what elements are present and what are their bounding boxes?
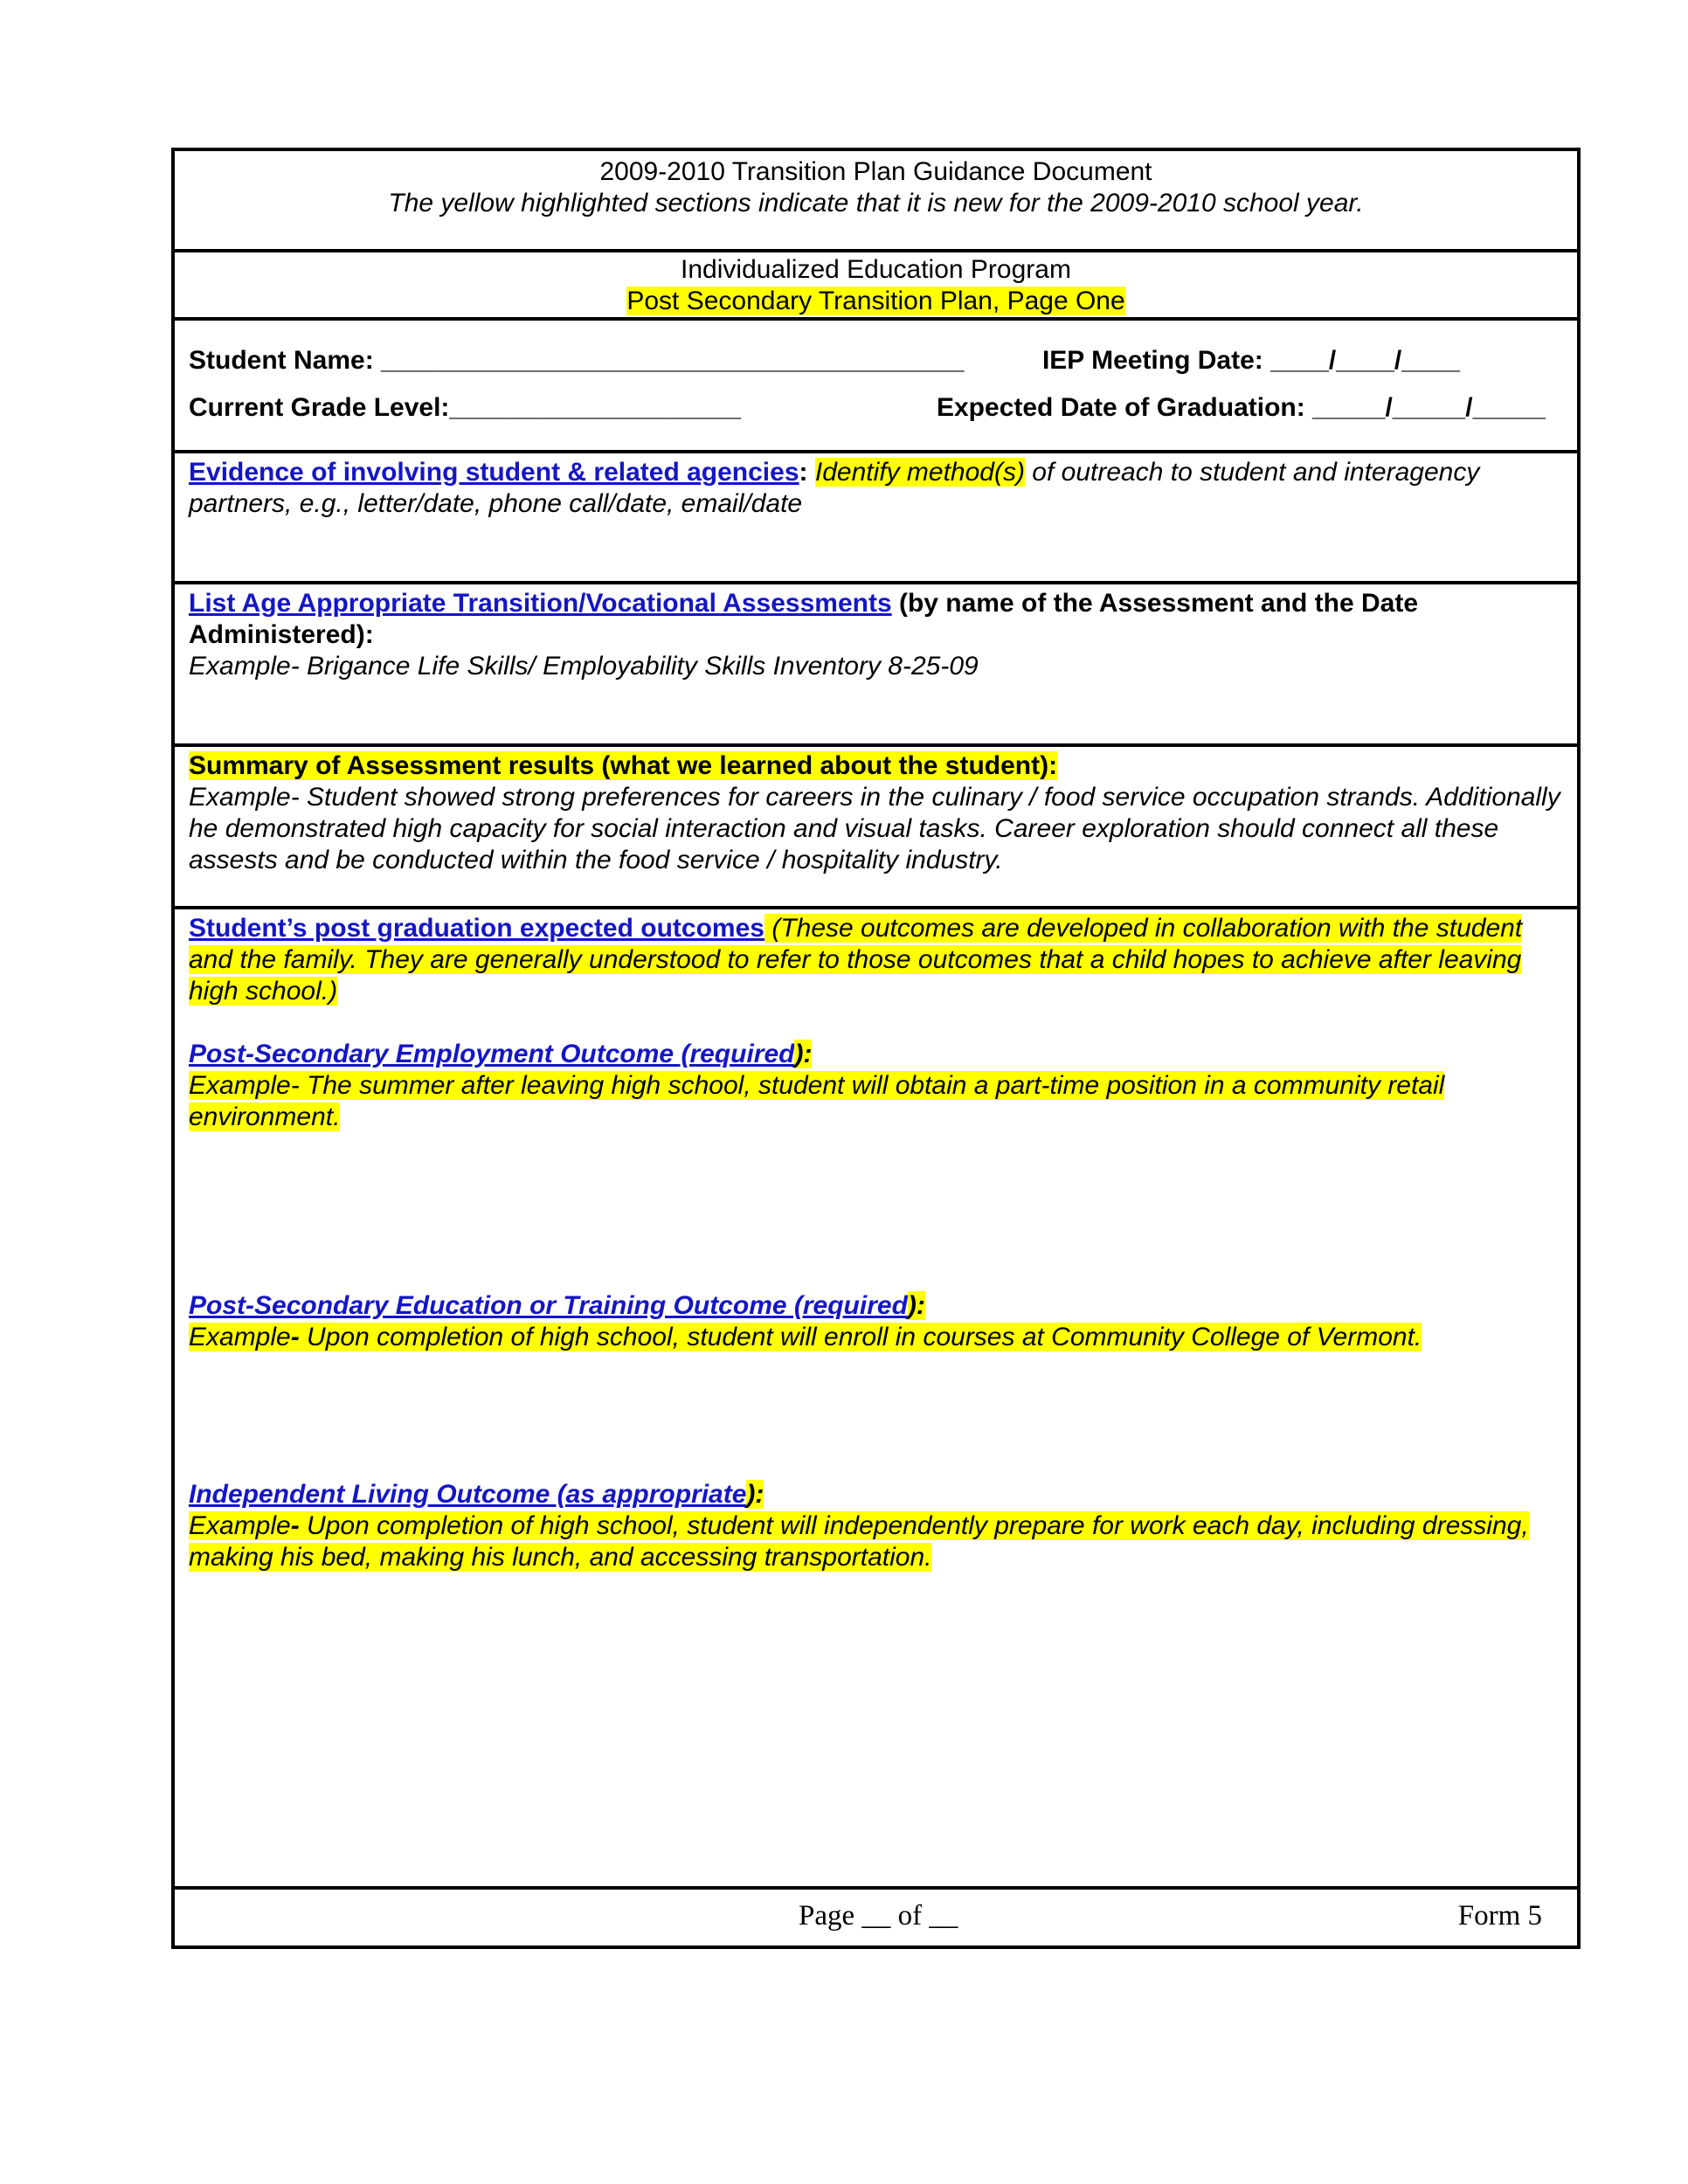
employment-outcome-example: Example- The summer after leaving high school, student will obtain a part-time position in a community retail environment.	[189, 1071, 1445, 1131]
evidence-link[interactable]: Evidence of involving student & related agencies	[189, 458, 799, 487]
student-info-section	[175, 321, 1577, 453]
education-outcome-example: Example- Upon completion of high school, student will enroll in courses at Community College of Vermont.	[189, 1323, 1422, 1351]
assessments-instruction: (by name of the Assessment and the Date Administered):	[189, 589, 1418, 649]
assessments-section	[175, 584, 1577, 747]
summary-example: Example- Student showed strong preferences for careers in the culinary / food service occupation strands. Additionally he demonstrated high capacity for social interaction and visual tasks. Career exploration should connect all these assests and be conducted within the food service / hospitality industry.	[189, 783, 1560, 874]
employment-outcome-link[interactable]: Post-Secondary Employment Outcome (required	[189, 1040, 795, 1068]
iep-meeting-date-field[interactable]: IEP Meeting Date: ____/____/____	[1041, 346, 1460, 375]
assessments-example: Example- Brigance Life Skills/ Employability Skills Inventory 8-25-09	[189, 652, 979, 681]
document-title: 2009-2010 Transition Plan Guidance Document	[599, 157, 1152, 186]
evidence-section: Evidence of involving student & related agencies: Identify method(s) of outreach to student and interagency partners, e.g., letter/date, phone call/date, email/date	[175, 453, 1577, 584]
document-header	[175, 151, 1577, 252]
student-name-field[interactable]: Student Name: ________________________________________	[189, 346, 965, 375]
assessments-link[interactable]: List Age Appropriate Transition/Vocational Assessments	[189, 589, 892, 618]
document-note: The yellow highlighted sections indicate that it is new for the 2009-2010 school year.	[388, 189, 1364, 218]
living-outcome-link[interactable]: Independent Living Outcome (as appropriate	[189, 1480, 747, 1509]
program-subtitle: Post Secondary Transition Plan, Page One	[626, 287, 1125, 315]
evidence-highlight: Identify method(s)	[814, 458, 1025, 487]
form-number: Form 5	[1457, 1900, 1542, 1932]
summary-section	[175, 747, 1577, 909]
summary-heading: Summary of Assessment results (what we learned about the student):	[189, 751, 1058, 780]
program-title: Individualized Education Program	[681, 255, 1071, 284]
program-header	[175, 252, 1577, 321]
education-outcome-link[interactable]: Post-Secondary Education or Training Outcome (required	[189, 1291, 908, 1320]
transition-plan-form	[171, 148, 1581, 1949]
outcomes-link[interactable]: Student’s post graduation expected outcomes	[189, 914, 764, 943]
form-footer	[175, 1890, 1577, 1946]
living-outcome-example: Example- Upon completion of high school, student will independently prepare for work each day, including dressing, making his bed, making his lunch, and accessing transportation.	[189, 1511, 1529, 1572]
current-grade-level-field[interactable]: Current Grade Level:____________________	[189, 393, 742, 422]
outcomes-section: Student’s post graduation expected outcomes (These outcomes are developed in collaboration with the student and the family. They are generally understood to refer to those outcomes that a child hopes to achieve after leaving high school.) Post-Secondary Employment Outcome (required): Example- The summer after leaving high school, student will obtain a part-time position in a community retail environment. Post-Secondary Education or Training Outcome (required): Example- Upon completion of high school, student will enroll in courses at Community College of Vermont. Independent Living Outcome (as appropriate): Example- Upon completion of high school, student will independently prepare for work each day, including dressing, making his bed, making his lunch, and accessing transportation.	[175, 909, 1577, 1890]
evidence-text: of outreach to student and interagency partners, e.g., letter/date, phone call/date, email/date	[189, 458, 1480, 518]
outcomes-intro: (These outcomes are developed in collaboration with the student and the family. They are generally understood to refer to those outcomes that a child hopes to achieve after leaving high school.)	[189, 914, 1523, 1006]
page-number: Page __ of __	[799, 1900, 958, 1932]
expected-graduation-date-field[interactable]: Expected Date of Graduation: _____/_____/_____	[936, 393, 1546, 422]
